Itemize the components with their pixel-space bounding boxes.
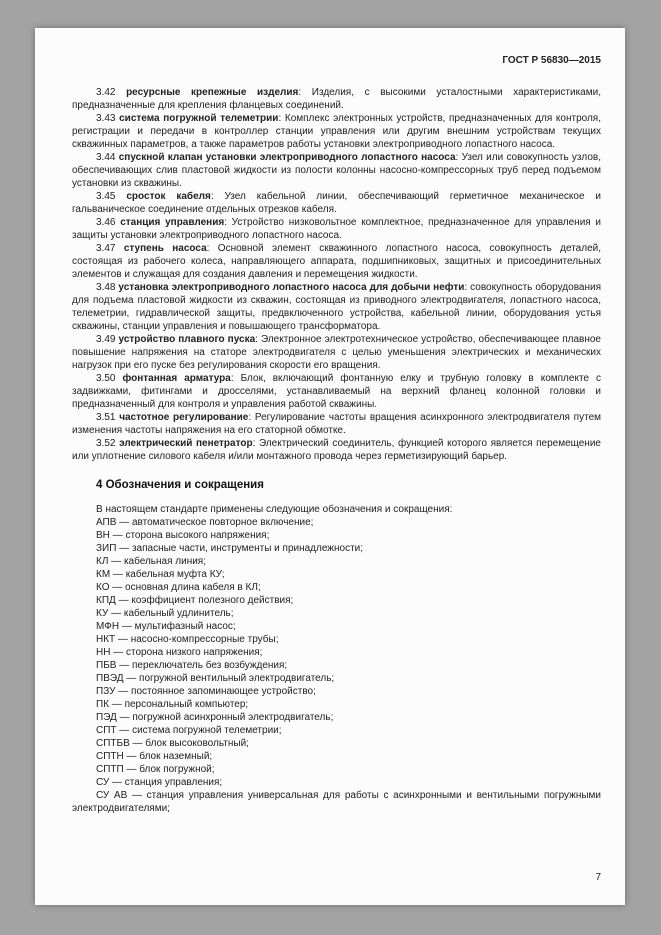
- abbreviation-line: СУ — станция управления;: [96, 777, 223, 788]
- term-name: установка электроприводного лопастного насоса для добычи нефти: [118, 282, 465, 293]
- term-definition: : совокупность оборудования для подъема пластовой жидкости из скважин, состоящая из приводного электродвигателя, лопастного насоса, телеметрии, гидравлической защиты, предвключенного устройства, кабельной линии, оборудования устья скважины, станции управления и повышающего трансформатора.: [72, 282, 601, 332]
- term-number: 3.42: [96, 87, 127, 98]
- term-definition: : Комплекс электронных устройств, предназначенных для контроля, регистрации и передачи в контроллер станции управления или другим внешним устройствам текущих скважинных параметров, а также параметров работы установки электроприводного лопастного насоса.: [72, 113, 601, 150]
- abbreviations-list: [72, 516, 601, 815]
- abbreviation-line: СПТН — блок наземный;: [96, 751, 213, 762]
- abbreviation-line: НКТ — насосно-компрессорные трубы;: [96, 634, 279, 645]
- section-intro: В настоящем стандарте применены следующие обозначения и сокращения:: [96, 504, 453, 515]
- document-sheet: [35, 28, 625, 905]
- term-definition: : Электронное электротехническое устройство, обеспечивающее плавное повышение напряжения на статоре электродвигателя с целью уменьшения электрических и механических нагрузок при его пуске без регулирования скорости его вращения.: [72, 334, 601, 371]
- term-name: ресурсные крепежные изделия: [126, 87, 299, 98]
- term-paragraph: [72, 86, 601, 112]
- abbreviation-line: ПЭД — погружной асинхронный электродвигатель;: [96, 712, 334, 723]
- abbreviation-line: ПВЭД — погружной вентильный электродвигатель;: [96, 673, 335, 684]
- term-name: частотное регулирование: [119, 412, 249, 423]
- abbreviation-line: СУ АВ — станция управления универсальная для работы с асинхронными и вентильными погружными электродвигателями;: [72, 790, 601, 814]
- abbreviation-line: КМ — кабельная муфта КУ;: [96, 569, 225, 580]
- abbreviation-line: ПК — персональный компьютер;: [96, 699, 249, 710]
- term-number: 3.43: [96, 113, 120, 124]
- abbreviation-line: КО — основная длина кабеля в КЛ;: [96, 582, 261, 593]
- term-name: электрический пенетратор: [119, 438, 253, 449]
- abbreviation-line: СПТБВ — блок высоковольтный;: [96, 738, 249, 749]
- term-number: 3.45: [96, 191, 127, 202]
- abbreviation-line: МФН — мультифазный насос;: [96, 621, 236, 632]
- term-definition: : Узел кабельной линии, обеспечивающий герметичное механическое и гальваническое соединение отдельных отрезков кабеля.: [72, 191, 601, 215]
- term-paragraph: [72, 372, 601, 411]
- term-name: спускной клапан установки электроприводного лопастного насоса: [118, 152, 456, 163]
- term-definition: : Устройство низковольтное комплектное, предназначенное для управления и защиты установки электроприводного лопастного насоса.: [72, 217, 601, 241]
- term-definition: : Блок, включающий фонтанную елку и трубную головку в комплекте с задвижками, фитингами и дросселями, устанавливаемый на верхний фланец колонной головки и предназначенный для контроля и управления работой скважины.: [72, 373, 601, 410]
- term-number: 3.47: [96, 243, 124, 254]
- term-paragraph: [72, 151, 601, 190]
- term-name: ступень насоса: [123, 243, 207, 254]
- term-number: 3.52: [96, 438, 120, 449]
- term-name: сросток кабеля: [126, 191, 211, 202]
- abbreviation-line: СПТП — блок погружной;: [96, 764, 215, 775]
- abbreviation-line: ПБВ — переключатель без возбуждения;: [96, 660, 288, 671]
- term-name: станция управления: [120, 217, 225, 228]
- term-paragraph: [72, 216, 601, 242]
- term-definition: : Основной элемент скважинного лопастного насоса, совокупность деталей, состоящая из рабочего колеса, направляющего аппарата, подшипниковых, защитных и присоединительных элементов и служащая для создания давления и перемещения жидкости.: [72, 243, 601, 280]
- abbreviation-line: ПЗУ — постоянное запоминающее устройство;: [96, 686, 316, 697]
- abbreviation-line: АПВ — автоматическое повторное включение;: [96, 517, 314, 528]
- running-header-doc-code: ГОСТ Р 56830—2015: [502, 55, 601, 66]
- term-name: устройство плавного пуска: [118, 334, 256, 345]
- abbreviation-line: КЛ — кабельная линия;: [96, 556, 206, 567]
- term-number: 3.48: [96, 282, 119, 293]
- term-paragraph: [72, 112, 601, 151]
- term-definition: : Электрический соединитель, функцией которого является перемещение или уплотнение силового кабеля и/или монтажного провода через герметизирующий барьер.: [72, 438, 601, 462]
- term-name: фонтанная арматура: [122, 373, 231, 384]
- section-heading: 4 Обозначения и сокращения: [96, 479, 264, 491]
- abbreviation-line: СПТ — система погружной телеметрии;: [96, 725, 282, 736]
- term-number: 3.44: [96, 152, 119, 163]
- terms-list: [72, 86, 601, 463]
- term-definition: : Регулирование частоты вращения асинхронного электродвигателя путем изменения частоты напряжения на его статорной обмотке.: [72, 412, 602, 436]
- abbreviation-line: КПД — коэффициент полезного действия;: [96, 595, 294, 606]
- term-paragraph: [72, 190, 601, 216]
- abbreviation-line: НН — сторона низкого напряжения;: [96, 647, 263, 658]
- abbreviation-line: ВН — сторона высокого напряжения;: [96, 530, 270, 541]
- term-paragraph: [72, 333, 601, 372]
- term-number: 3.46: [96, 217, 121, 228]
- term-paragraph: [72, 281, 601, 333]
- term-paragraph: [72, 242, 601, 281]
- page-number: 7: [595, 872, 601, 883]
- term-definition: : Узел или совокупность узлов, обеспечивающих слив пластовой жидкости из полости колонны насосно-компрессорных труб перед подъемом установки из скважины.: [72, 152, 602, 189]
- document-content: [72, 86, 601, 815]
- term-paragraph: [72, 437, 601, 463]
- term-number: 3.51: [96, 412, 120, 423]
- term-name: система погружной телеметрии: [119, 113, 279, 124]
- abbreviation-line: КУ — кабельный удлинитель;: [96, 608, 234, 619]
- term-paragraph: [72, 411, 601, 437]
- term-number: 3.49: [96, 334, 119, 345]
- term-definition: : Изделия, с высокими усталостными характеристиками, предназначенные для крепления фланцевых соединений.: [72, 87, 601, 111]
- term-number: 3.50: [96, 373, 123, 384]
- abbreviation-line: ЗИП — запасные части, инструменты и принадлежности;: [96, 543, 364, 554]
